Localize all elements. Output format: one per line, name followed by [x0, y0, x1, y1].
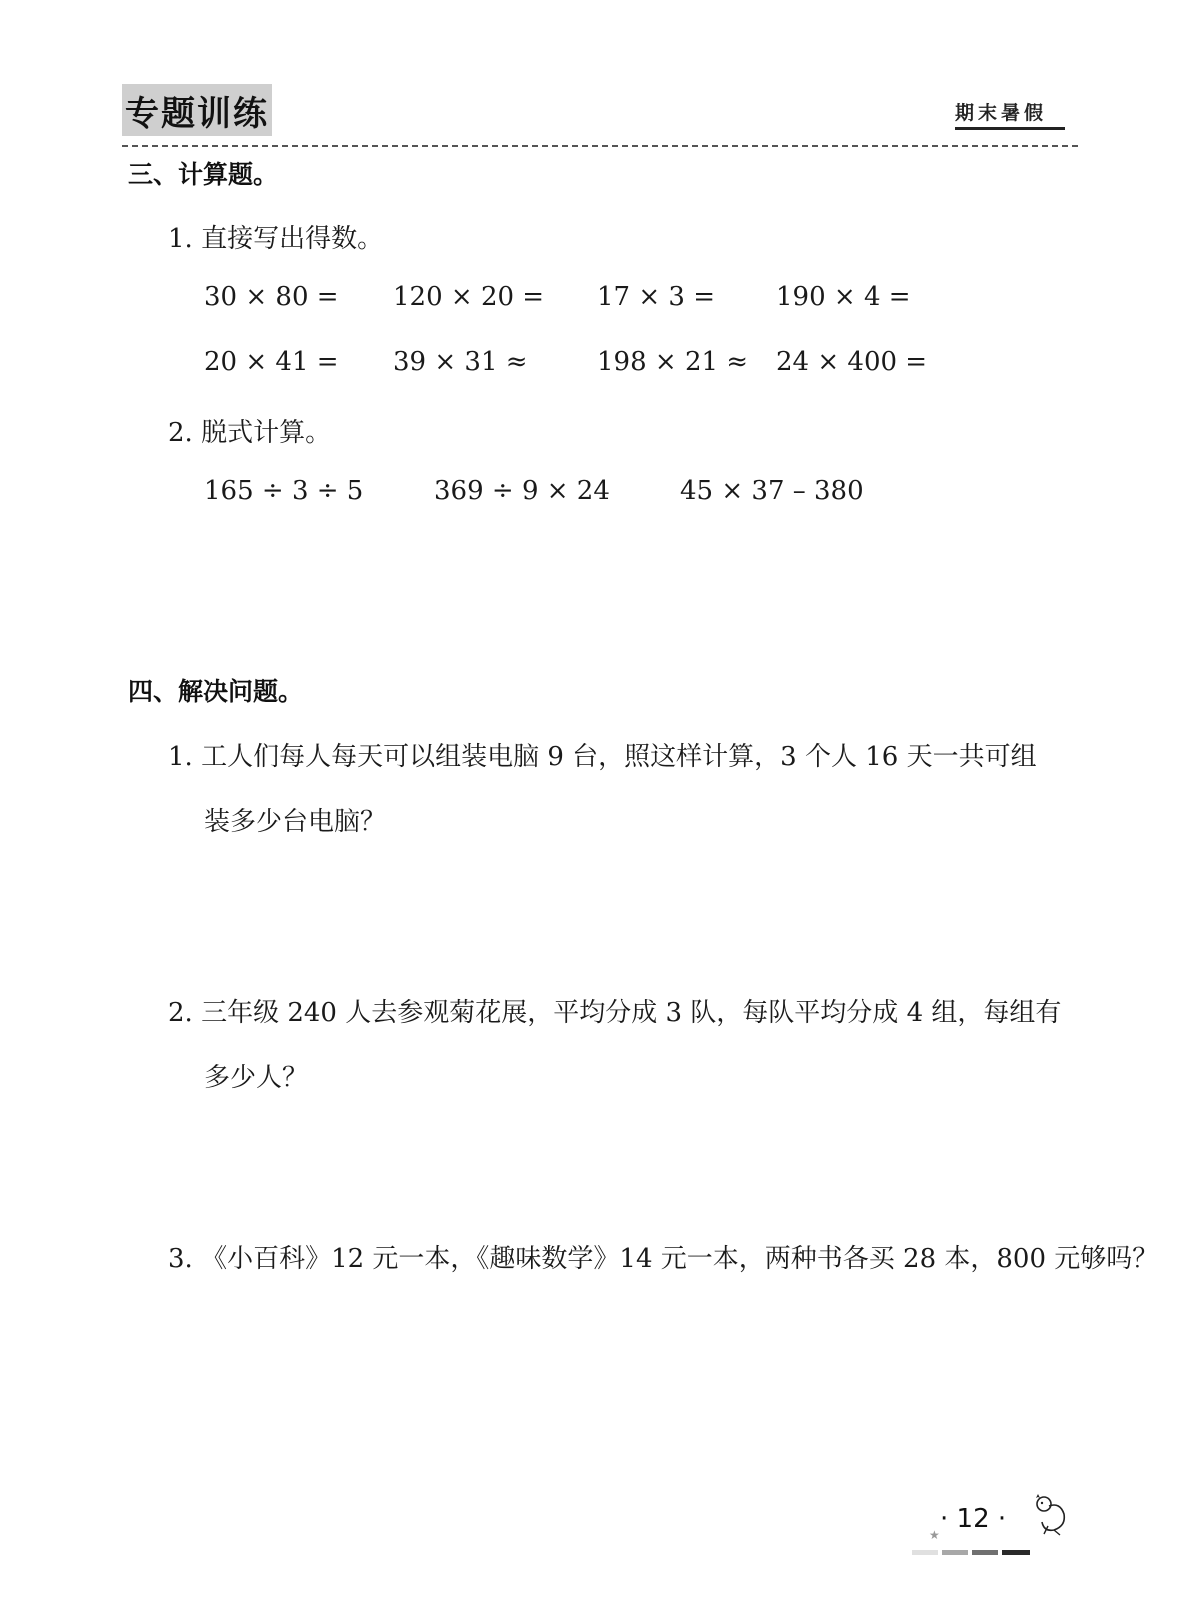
- footer-bar-segment: [1002, 1550, 1030, 1555]
- q1-expr: 20 × 41 =: [204, 347, 339, 377]
- q1-expr: 30 × 80 =: [204, 282, 339, 312]
- q2-expr: 165 ÷ 3 ÷ 5: [204, 476, 364, 506]
- q2-title: 2. 脱式计算。: [168, 418, 332, 448]
- section-4-title: 四、解决问题。: [128, 677, 304, 706]
- footer-bar-segment: [912, 1550, 938, 1555]
- q1-expr: 24 × 400 =: [776, 347, 928, 377]
- q1-expr: 17 × 3 =: [597, 282, 715, 312]
- q1-expr: 198 × 21 ≈: [597, 347, 749, 377]
- problem-1-line-2: 装多少台电脑？: [204, 807, 387, 837]
- problem-1-line-1: 1. 工人们每人每天可以组装电脑 9 台，照这样计算，3 个人 16 天一共可组: [168, 742, 1037, 772]
- q2-expr: 45 × 37 – 380: [680, 476, 864, 506]
- problem-3-line-1: 3. 《小百科》12 元一本，《趣味数学》14 元一本，两种书各买 28 本，800 元够吗？: [168, 1244, 1159, 1274]
- q2-expr: 369 ÷ 9 × 24: [434, 476, 610, 506]
- footer-bar-segment: [972, 1550, 998, 1555]
- header-right-underline: [955, 127, 1065, 130]
- footer-bar-segment: [942, 1550, 968, 1555]
- page-number: · 12 ·: [940, 1504, 1007, 1534]
- header-divider: [122, 145, 1078, 147]
- section-3-title: 三、计算题。: [128, 160, 279, 189]
- q1-expr: 190 × 4 =: [776, 282, 911, 312]
- header-badge: [122, 84, 272, 136]
- header-right-label: 期末暑假: [955, 102, 1048, 124]
- mascot-icon: [1032, 1492, 1070, 1536]
- problem-2-line-1: 2. 三年级 240 人去参观菊花展，平均分成 3 队，每队平均分成 4 组，每组有: [168, 998, 1062, 1028]
- star-icon: ★: [929, 1528, 940, 1542]
- q1-expr: 39 × 31 ≈: [393, 347, 528, 377]
- q1-title: 1. 直接写出得数。: [168, 224, 384, 254]
- q1-expr: 120 × 20 =: [393, 282, 545, 312]
- header-badge-text: 专题训练: [125, 93, 269, 134]
- problem-2-line-2: 多少人？: [204, 1063, 309, 1093]
